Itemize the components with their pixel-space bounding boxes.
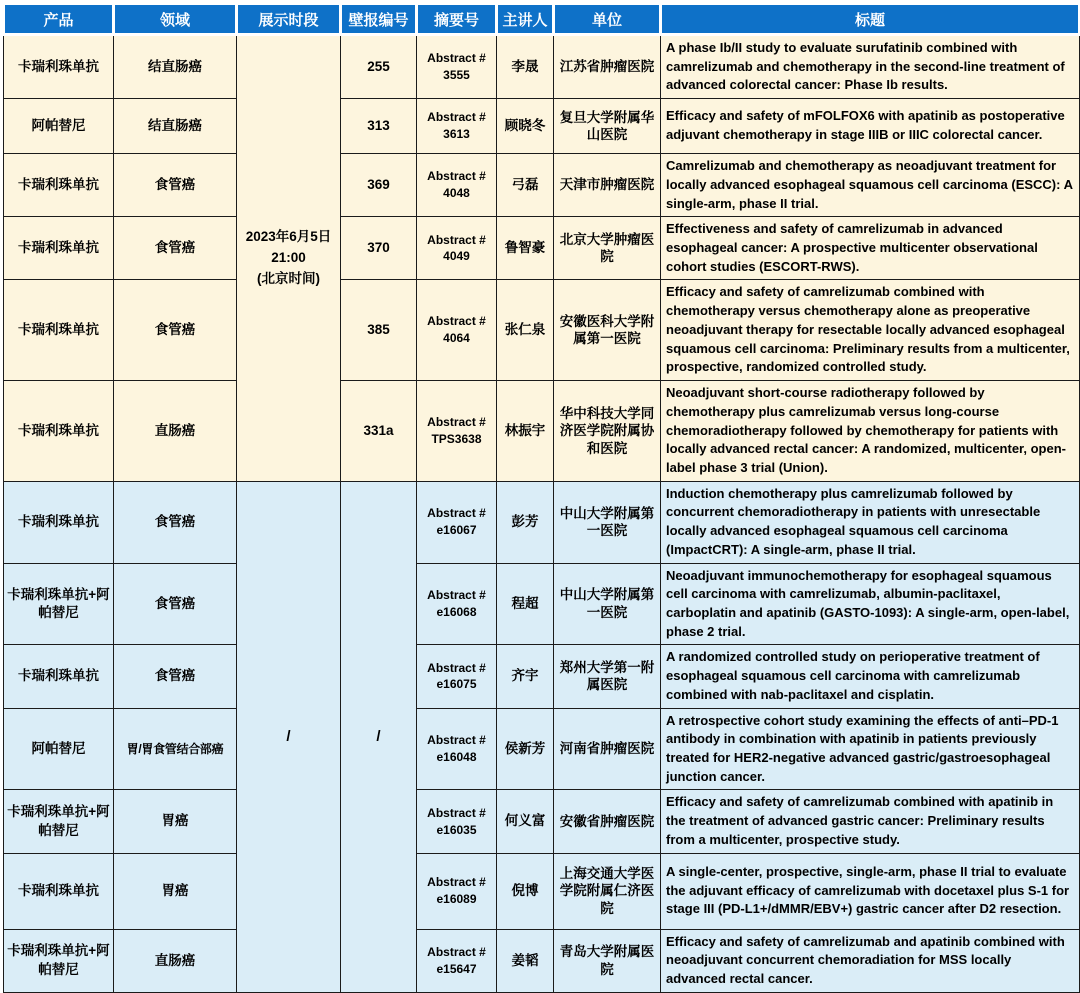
speaker-cell: 顾晓冬	[497, 99, 554, 154]
table-row	[4, 708, 1080, 790]
col-header-institution: 单位	[554, 4, 661, 35]
title-cell: Efficacy and safety of mFOLFOX6 with apatinib as postoperative adjuvant chemotherapy in stage IIIB or IIIC colorectal cancer.	[661, 99, 1080, 154]
product-cell: 阿帕替尼	[4, 99, 114, 154]
display-period-cell	[237, 35, 341, 482]
title-cell: Efficacy and safety of camrelizumab and apatinib combined with neoadjuvant concurrent chemoradiation for MSS locally advanced rectal cancer.	[661, 929, 1080, 992]
institution-cell: 中山大学附属第一医院	[554, 481, 661, 563]
abstract-no-cell: Abstract # 4064	[417, 280, 497, 381]
col-header-field: 领域	[114, 4, 237, 35]
product-cell: 卡瑞利珠单抗	[4, 217, 114, 280]
poster-schedule-table	[2, 2, 1080, 993]
table-row	[4, 280, 1080, 381]
institution-cell: 青岛大学附属医院	[554, 929, 661, 992]
field-cell: 食管癌	[114, 154, 237, 217]
speaker-cell: 齐宇	[497, 645, 554, 708]
abstract-no-cell: Abstract # TPS3638	[417, 381, 497, 482]
product-cell: 卡瑞利珠单抗+阿帕替尼	[4, 929, 114, 992]
institution-cell: 中山大学附属第一医院	[554, 563, 661, 645]
abstract-no-cell: Abstract # e16035	[417, 790, 497, 853]
speaker-cell: 李晟	[497, 35, 554, 99]
field-cell: 食管癌	[114, 481, 237, 563]
col-header-display-period: 展示时段	[237, 4, 341, 35]
display-period-cell: /	[237, 481, 341, 992]
institution-cell: 复旦大学附属华山医院	[554, 99, 661, 154]
abstract-no-cell: Abstract # 3555	[417, 35, 497, 99]
institution-cell: 上海交通大学医学院附属仁济医院	[554, 853, 661, 929]
table-row	[4, 853, 1080, 929]
abstract-no-cell: Abstract # e15647	[417, 929, 497, 992]
poster-no-cell: 255	[341, 35, 417, 99]
field-cell: 直肠癌	[114, 381, 237, 482]
field-cell: 胃/胃食管结合部癌	[114, 708, 237, 790]
institution-cell: 华中科技大学同济医学院附属协和医院	[554, 381, 661, 482]
institution-cell: 北京大学肿瘤医院	[554, 217, 661, 280]
abstract-no-cell: Abstract # e16048	[417, 708, 497, 790]
product-cell: 卡瑞利珠单抗	[4, 154, 114, 217]
institution-cell: 安徽省肿瘤医院	[554, 790, 661, 853]
institution-cell: 安徽医科大学附属第一医院	[554, 280, 661, 381]
product-cell: 卡瑞利珠单抗	[4, 280, 114, 381]
product-cell: 卡瑞利珠单抗	[4, 645, 114, 708]
product-cell: 卡瑞利珠单抗+阿帕替尼	[4, 563, 114, 645]
poster-no-cell: 385	[341, 280, 417, 381]
speaker-cell: 姜韬	[497, 929, 554, 992]
speaker-cell: 倪博	[497, 853, 554, 929]
table-row	[4, 154, 1080, 217]
poster-no-cell: 369	[341, 154, 417, 217]
title-cell: Efficacy and safety of camrelizumab combined with chemotherapy versus chemotherapy alone as preoperative neoadjuvant therapy for resectable locally advanced esophageal squamous cell carcinoma: Preliminary results from a multicenter, prospective, randomized controlled study.	[661, 280, 1080, 381]
field-cell: 食管癌	[114, 645, 237, 708]
title-cell: Induction chemotherapy plus camrelizumab followed by concurrent chemoradiotherapy in patients with unresectable locally advanced esophageal squamous cell carcinoma (ImpactCRT): A single-arm, phase II trial.	[661, 481, 1080, 563]
speaker-cell: 林振宇	[497, 381, 554, 482]
col-header-product: 产品	[4, 4, 114, 35]
poster-no-cell: 331a	[341, 381, 417, 482]
product-cell: 卡瑞利珠单抗	[4, 481, 114, 563]
table-row	[4, 99, 1080, 154]
table-row	[4, 645, 1080, 708]
speaker-cell: 彭芳	[497, 481, 554, 563]
product-cell: 卡瑞利珠单抗	[4, 853, 114, 929]
speaker-cell: 弓磊	[497, 154, 554, 217]
col-header-title: 标题	[661, 4, 1080, 35]
field-cell: 食管癌	[114, 280, 237, 381]
abstract-no-cell: Abstract # 4048	[417, 154, 497, 217]
abstract-no-cell: Abstract # 4049	[417, 217, 497, 280]
display-period-time: 21:00	[271, 249, 306, 265]
title-cell: Neoadjuvant short-course radiotherapy followed by chemotherapy plus camrelizumab versus long-course chemoradiotherapy followed by chemotherapy for patients with locally advanced rectal cancer: A randomized, multicenter, open-label phase 3 trial (Union).	[661, 381, 1080, 482]
table-row	[4, 381, 1080, 482]
col-header-speaker: 主讲人	[497, 4, 554, 35]
field-cell: 食管癌	[114, 563, 237, 645]
display-period-timezone: (北京时间)	[257, 270, 320, 286]
table-row	[4, 35, 1080, 99]
table-row	[4, 217, 1080, 280]
title-cell: Camrelizumab and chemotherapy as neoadjuvant treatment for locally advanced esophageal squamous cell carcinoma (ESCC): A single-arm, phase II trial.	[661, 154, 1080, 217]
institution-cell: 天津市肿瘤医院	[554, 154, 661, 217]
abstract-no-cell: Abstract # e16089	[417, 853, 497, 929]
institution-cell: 江苏省肿瘤医院	[554, 35, 661, 99]
field-cell: 结直肠癌	[114, 99, 237, 154]
field-cell: 结直肠癌	[114, 35, 237, 99]
poster-no-cell: 370	[341, 217, 417, 280]
poster-no-cell: /	[341, 481, 417, 992]
field-cell: 胃癌	[114, 853, 237, 929]
abstract-no-cell: Abstract # 3613	[417, 99, 497, 154]
title-cell: Efficacy and safety of camrelizumab combined with apatinib in the treatment of advanced gastric cancer: Preliminary results from a multicenter, prospective study.	[661, 790, 1080, 853]
field-cell: 食管癌	[114, 217, 237, 280]
speaker-cell: 张仁泉	[497, 280, 554, 381]
title-cell: Effectiveness and safety of camrelizumab in advanced esophageal cancer: A prospective multicenter observational cohort studies (ESCORT-RWS).	[661, 217, 1080, 280]
title-cell: A randomized controlled study on perioperative treatment of esophageal squamous cell carcinoma with camrelizumab combined with nab-paclitaxel and cisplatin.	[661, 645, 1080, 708]
title-cell: A retrospective cohort study examining the effects of anti–PD-1 antibody in combination with apatinib in patients previously treated for HER2-negative advanced gastric/gastroesophageal junction cancer.	[661, 708, 1080, 790]
abstract-no-cell: Abstract # e16067	[417, 481, 497, 563]
field-cell: 胃癌	[114, 790, 237, 853]
product-cell: 阿帕替尼	[4, 708, 114, 790]
online-abstract-section	[4, 481, 1080, 992]
col-header-poster-no: 壁报编号	[341, 4, 417, 35]
title-cell: A phase Ib/II study to evaluate surufatinib combined with camrelizumab and chemotherapy in the second-line treatment of advanced colorectal cancer: Phase Ib results.	[661, 35, 1080, 99]
institution-cell: 郑州大学第一附属医院	[554, 645, 661, 708]
col-header-abstract-no: 摘要号	[417, 4, 497, 35]
poster-no-cell: 313	[341, 99, 417, 154]
table-row	[4, 790, 1080, 853]
speaker-cell: 程超	[497, 563, 554, 645]
header-row	[4, 4, 1080, 35]
table-row	[4, 929, 1080, 992]
institution-cell: 河南省肿瘤医院	[554, 708, 661, 790]
product-cell: 卡瑞利珠单抗	[4, 35, 114, 99]
table-row	[4, 481, 1080, 563]
abstract-no-cell: Abstract # e16068	[417, 563, 497, 645]
speaker-cell: 鲁智豪	[497, 217, 554, 280]
abstract-no-cell: Abstract # e16075	[417, 645, 497, 708]
product-cell: 卡瑞利珠单抗+阿帕替尼	[4, 790, 114, 853]
title-cell: Neoadjuvant immunochemotherapy for esophageal squamous cell carcinoma with camrelizumab, albumin-paclitaxel, carboplatin and apatinib (GASTO-1093): A single-arm, open-label, phase 2 trial.	[661, 563, 1080, 645]
display-period-date: 2023年6月5日	[245, 228, 332, 244]
speaker-cell: 何义富	[497, 790, 554, 853]
speaker-cell: 侯新芳	[497, 708, 554, 790]
table-row	[4, 563, 1080, 645]
product-cell: 卡瑞利珠单抗	[4, 381, 114, 482]
timed-poster-section	[4, 35, 1080, 482]
field-cell: 直肠癌	[114, 929, 237, 992]
table-header	[4, 4, 1080, 35]
title-cell: A single-center, prospective, single-arm, phase II trial to evaluate the adjuvant efficacy of camrelizumab with docetaxel plus S-1 for stage III (PD-L1+/dMMR/EBV+) gastric cancer after D2 resection.	[661, 853, 1080, 929]
